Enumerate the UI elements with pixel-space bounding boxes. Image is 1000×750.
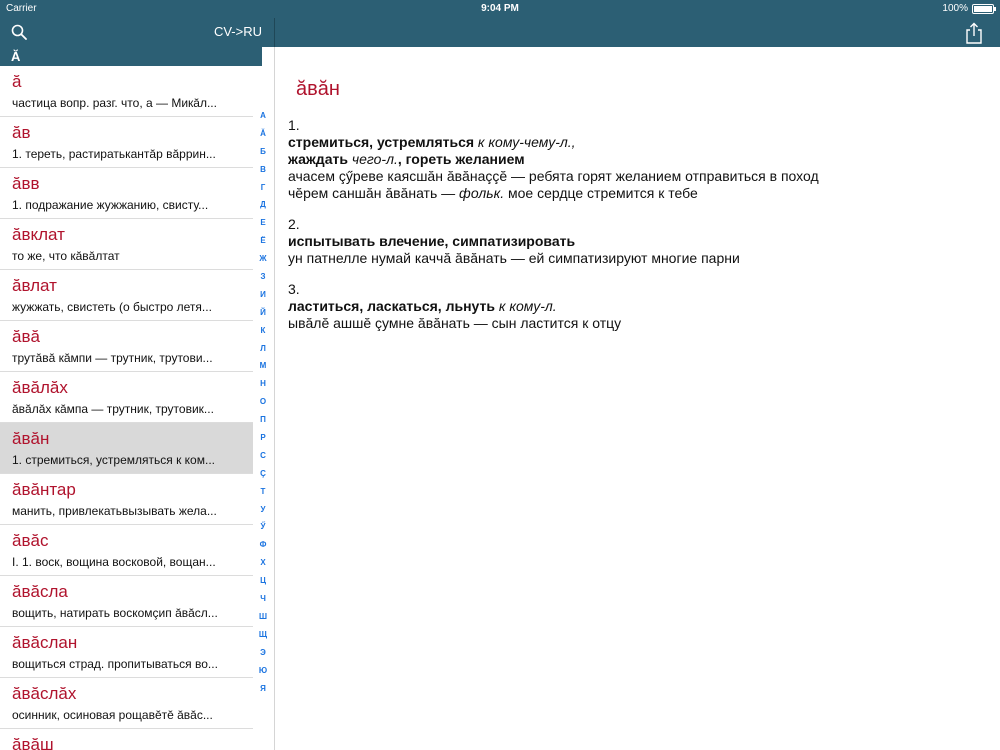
index-letter[interactable]: Ӳ xyxy=(260,522,266,532)
index-letter[interactable]: Я xyxy=(260,683,266,693)
list-item-snippet: 1. тереть, растиратькантăр вăррин... xyxy=(12,147,216,161)
status-bar xyxy=(0,0,1000,18)
sense-definition xyxy=(288,233,978,250)
index-letter[interactable]: Х xyxy=(260,558,266,568)
example-text: ывăлĕ ашшĕ çумне ăвăнать — сын ластится к отцу xyxy=(288,315,622,331)
definition-text: , гореть желанием xyxy=(397,151,525,167)
list-item[interactable] xyxy=(0,168,253,219)
index-letter[interactable]: Д xyxy=(260,200,266,210)
sense-1 xyxy=(288,117,978,202)
index-letter[interactable]: Ю xyxy=(258,665,268,675)
list-item-snippet: осинник, осиновая рощавĕтĕ ăвăс... xyxy=(12,708,213,722)
index-letter[interactable]: Н xyxy=(260,379,266,389)
share-icon[interactable] xyxy=(964,22,984,44)
entry-detail xyxy=(288,78,978,346)
list-item-snippet: манить, привлекатьвызывать жела... xyxy=(12,504,217,518)
index-letter[interactable]: К xyxy=(260,325,266,335)
index-letter[interactable]: М xyxy=(259,361,267,371)
list-item-word: ăвăш xyxy=(12,735,54,750)
list-item[interactable] xyxy=(0,423,253,474)
list-item-word: ă xyxy=(12,72,22,91)
example-note: фольк. xyxy=(459,185,505,201)
direction-toggle-button[interactable]: CV->RU xyxy=(213,24,262,39)
index-letter[interactable]: Ё xyxy=(260,236,266,246)
list-item-snippet: ăвăлăх кăмпа — трутник, трутовик... xyxy=(12,402,214,416)
list-item-snippet: то же, что кăвăлтат xyxy=(12,249,120,263)
word-list[interactable] xyxy=(0,66,253,750)
index-letter[interactable]: И xyxy=(260,289,266,299)
example-text: ун патнелле нумай каччă ăвăнать — ей симпатизируют многие парни xyxy=(288,250,740,266)
search-icon[interactable] xyxy=(11,24,27,40)
index-letter[interactable]: Ч xyxy=(260,594,266,604)
list-item-snippet: 1. стремиться, устремляться к ком... xyxy=(12,453,215,467)
entry-headword: ăвăн xyxy=(296,78,340,100)
list-item-word: ăвăсла xyxy=(12,582,68,601)
definition-note: к кому-л. xyxy=(498,298,557,314)
definition-text: испытывать влечение, симпатизировать xyxy=(288,233,576,249)
definition-text: жаждать xyxy=(288,151,348,167)
example-text xyxy=(288,185,978,202)
sense-number: 3. xyxy=(288,281,300,297)
alphabet-index[interactable] xyxy=(253,107,273,697)
section-header: Ă xyxy=(0,47,262,66)
list-item[interactable] xyxy=(0,576,253,627)
index-letter[interactable]: Щ xyxy=(258,629,268,639)
index-letter[interactable]: Б xyxy=(260,146,266,156)
list-item-word: ăвăслăх xyxy=(12,684,77,703)
index-letter[interactable]: О xyxy=(259,397,267,407)
index-letter[interactable]: Ф xyxy=(259,540,267,550)
index-letter[interactable]: В xyxy=(260,164,266,174)
list-item-word: ăвă xyxy=(12,327,40,346)
index-letter[interactable]: Т xyxy=(260,486,266,496)
list-item-snippet: I. 1. воск, вощина восковой, вощан... xyxy=(12,555,216,569)
index-letter[interactable]: З xyxy=(260,272,266,282)
list-item-snippet: вощить, натирать воскомçип ăвăсл... xyxy=(12,606,218,620)
list-item-word: ăвăс xyxy=(12,531,49,550)
carrier-label: Carrier xyxy=(6,3,37,14)
list-item[interactable] xyxy=(0,372,253,423)
index-letter[interactable]: Г xyxy=(260,182,266,192)
index-letter[interactable]: Э xyxy=(260,647,266,657)
definition-text: стремиться, устремляться xyxy=(288,134,475,150)
index-letter[interactable]: Ш xyxy=(258,611,268,621)
list-item-snippet: 1. подражание жужжанию, свисту... xyxy=(12,198,209,212)
list-item-word: ăвăлăх xyxy=(12,378,68,397)
sense-definition xyxy=(288,151,978,168)
list-item-word: ăвлат xyxy=(12,276,57,295)
sense-definition xyxy=(288,298,978,315)
list-item-word: ăвв xyxy=(12,174,40,193)
list-item[interactable] xyxy=(0,627,253,678)
index-letter[interactable]: Ă xyxy=(260,128,266,138)
split-divider xyxy=(274,47,275,750)
index-letter[interactable]: Ц xyxy=(260,576,266,586)
index-letter[interactable]: Р xyxy=(260,433,266,443)
list-item[interactable] xyxy=(0,678,253,729)
sense-2 xyxy=(288,216,978,267)
index-letter[interactable]: А xyxy=(260,111,266,120)
list-item[interactable] xyxy=(0,729,253,750)
list-nav-bar xyxy=(0,18,274,47)
index-letter[interactable]: Е xyxy=(260,218,266,228)
definition-note: к кому-чему-л., xyxy=(477,134,576,150)
sense-3 xyxy=(288,281,978,332)
list-item[interactable] xyxy=(0,219,253,270)
list-item-word: ăвăнтар xyxy=(12,480,76,499)
list-item-snippet: трутăвă кăмпи — трутник, трутови... xyxy=(12,351,213,365)
sense-number: 2. xyxy=(288,216,300,232)
list-item[interactable] xyxy=(0,117,253,168)
detail-nav-bar xyxy=(275,18,1000,47)
index-letter[interactable]: Л xyxy=(260,343,266,353)
list-item-word: ăвăслан xyxy=(12,633,78,652)
index-letter[interactable]: У xyxy=(260,504,266,514)
list-item[interactable] xyxy=(0,66,253,117)
definition-note: чего-л. xyxy=(351,151,398,167)
sense-number: 1. xyxy=(288,117,300,133)
example-text: ачасем çӳреве каясшăн ăвăнаççĕ — ребята горят желанием отправиться в поход xyxy=(288,168,819,184)
list-item-snippet: частица вопр. разг. что, а — Микăл... xyxy=(12,96,217,110)
example-part: мое сердце стремится к тебе xyxy=(504,185,698,201)
battery-icon xyxy=(972,4,994,14)
example-part: чĕрем саншăн ăвăнать — xyxy=(288,185,460,201)
sense-definition xyxy=(288,134,978,151)
list-item[interactable] xyxy=(0,270,253,321)
list-item[interactable] xyxy=(0,321,253,372)
list-item-word: ăвклат xyxy=(12,225,65,244)
battery-percent: 100% xyxy=(942,3,968,14)
index-letter[interactable]: Ж xyxy=(259,254,267,264)
index-letter[interactable]: Ç xyxy=(260,468,266,478)
index-letter[interactable]: Й xyxy=(260,307,266,317)
list-item-word: ăвăн xyxy=(12,429,50,448)
list-item[interactable] xyxy=(0,525,253,576)
definition-text: ластиться, ласкаться, льнуть xyxy=(288,298,495,314)
list-item-word: ăв xyxy=(12,123,31,142)
index-letter[interactable]: С xyxy=(260,450,266,460)
list-item[interactable] xyxy=(0,474,253,525)
battery-indicator xyxy=(942,3,994,14)
list-item-snippet: вощиться страд. пропитываться во... xyxy=(12,657,218,671)
clock: 9:04 PM xyxy=(481,3,519,14)
index-letter[interactable]: П xyxy=(260,415,266,425)
list-item-snippet: жужжать, свистеть (о быстро летя... xyxy=(12,300,212,314)
